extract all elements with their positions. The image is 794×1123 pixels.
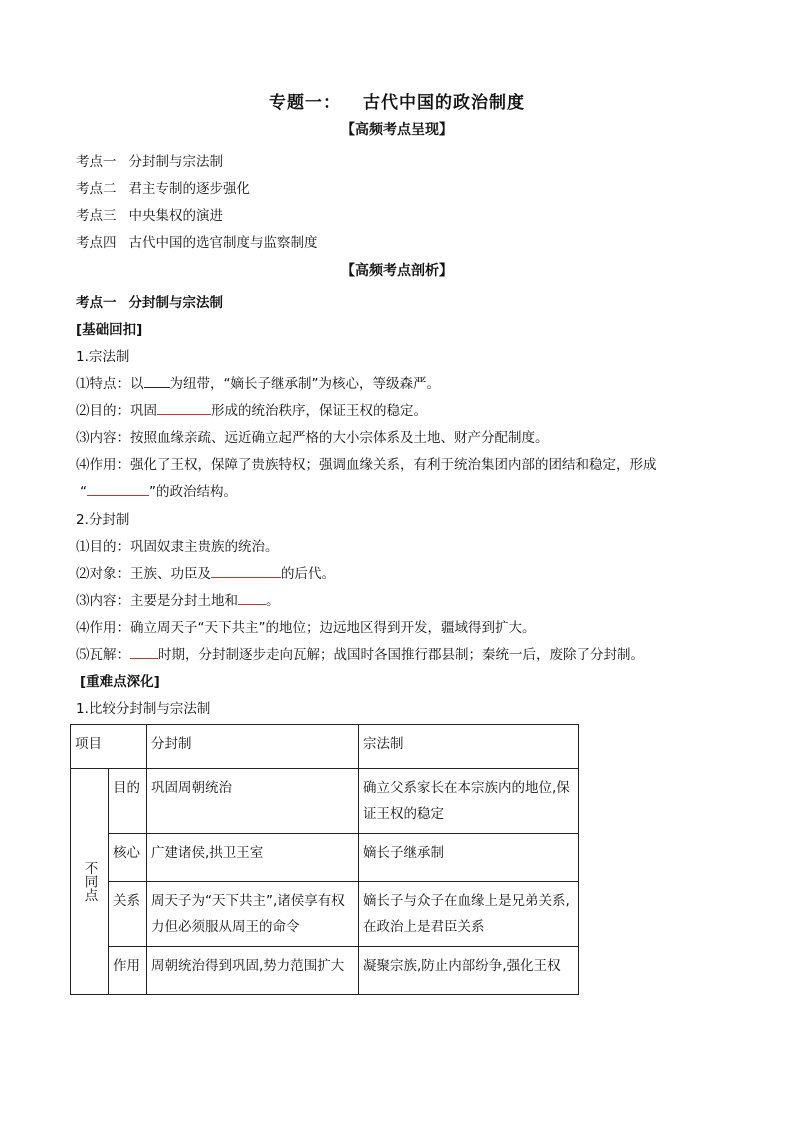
basics-label: [基础回扣] xyxy=(76,322,143,338)
toc-text: 中央集权的演进 xyxy=(128,208,223,224)
fill-blank[interactable] xyxy=(157,401,211,415)
fill-blank[interactable] xyxy=(144,374,170,388)
toc-num: 考点一 xyxy=(76,154,117,170)
header-cell-zongfa: 宗法制 xyxy=(359,725,579,769)
fenfeng-cell: 巩固周朝统治 xyxy=(147,769,359,834)
text-segment: ⑸瓦解： xyxy=(76,647,130,663)
fenfeng-line-4: ⑷作用：确立周天子“天下共主”的地位；边远地区得到开发，疆域得到扩大。 xyxy=(76,620,536,636)
fenfeng-heading: 2.分封制 xyxy=(76,512,130,528)
text-segment: “ xyxy=(80,484,87,500)
zongfa-cell: 嫡长子继承制 xyxy=(359,834,579,882)
table-row xyxy=(71,834,579,882)
toc-item xyxy=(76,177,250,197)
text-segment: 时期，分封制逐步走向瓦解；战国时各国推行郡县制；秦统一后，废除了分封制。 xyxy=(158,647,644,663)
zongfa-line-3: ⑶内容：按照血缘亲疏、远近确立起严格的大小宗体系及土地、财产分配制度。 xyxy=(76,430,549,446)
fenfeng-line-5 xyxy=(76,643,644,663)
section-heading-present: 【高频考点呈现】 xyxy=(341,122,453,138)
zongfa-cell: 确立父系家长在本宗族内的地位,保证王权的稳定 xyxy=(359,769,579,834)
text-segment: ⑴特点：以 xyxy=(76,376,144,392)
fill-blank[interactable] xyxy=(238,591,266,605)
aspect-cell: 作用 xyxy=(109,947,147,995)
zongfa-line-5 xyxy=(80,480,237,500)
zongfa-heading: 1.宗法制 xyxy=(76,349,130,365)
toc-num: 考点三 xyxy=(76,208,117,224)
point-title xyxy=(76,291,223,311)
fill-blank[interactable] xyxy=(130,645,158,659)
zongfa-line-2 xyxy=(76,399,427,419)
fill-blank[interactable] xyxy=(87,482,149,496)
group-label-cell: 不同点 xyxy=(71,769,109,995)
fenfeng-cell: 广建诸侯,拱卫王室 xyxy=(147,834,359,882)
table-row xyxy=(71,882,579,947)
table-header-row xyxy=(71,725,579,769)
table-row xyxy=(71,947,579,995)
toc-num: 考点二 xyxy=(76,181,117,197)
text-segment: 为纽带，“嫡长子继承制”为核心，等级森严。 xyxy=(169,376,440,392)
text-segment: 形成的统治秩序，保证王权的稳定。 xyxy=(211,403,427,419)
aspect-cell: 目的 xyxy=(109,769,147,834)
text-segment: ⑵目的：巩固 xyxy=(76,403,157,419)
toc-item xyxy=(76,231,318,251)
text-segment: ”的政治结构。 xyxy=(149,484,237,500)
table-row xyxy=(71,769,579,834)
title-main: 专题一： xyxy=(269,93,341,113)
fenfeng-cell: 周天子为“天下共主”,诸侯享有权力但必须服从周王的命令 xyxy=(147,882,359,947)
text-segment: ⑶内容：主要是分封土地和 xyxy=(76,593,238,609)
aspect-cell: 核心 xyxy=(109,834,147,882)
fenfeng-line-2 xyxy=(76,562,335,582)
header-cell-item: 项目 xyxy=(71,725,147,769)
deepen-label: [重难点深化] xyxy=(80,674,160,690)
zongfa-line-4: ⑷作用：强化了王权，保障了贵族特权；强调血缘关系，有利于统治集团内部的团结和稳定，形成 xyxy=(76,457,657,473)
header-cell-fenfeng: 分封制 xyxy=(147,725,359,769)
title-sub: 古代中国的政治制度 xyxy=(363,93,525,113)
aspect-cell: 关系 xyxy=(109,882,147,947)
fenfeng-line-3 xyxy=(76,589,280,609)
zongfa-line-1 xyxy=(76,372,440,392)
toc-text: 分封制与宗法制 xyxy=(128,154,223,170)
text-segment: 。 xyxy=(266,593,280,609)
point-text: 分封制与宗法制 xyxy=(128,295,223,311)
toc-item xyxy=(76,150,223,170)
fenfeng-line-1: ⑴目的：巩固奴隶主贵族的统治。 xyxy=(76,539,279,555)
toc-text: 君主专制的逐步强化 xyxy=(128,181,250,197)
compare-title: 1.比较分封制与宗法制 xyxy=(76,701,211,717)
fill-blank[interactable] xyxy=(211,564,281,578)
text-segment: ⑵对象：王族、功臣及 xyxy=(76,566,211,582)
page-title xyxy=(0,88,794,113)
section-heading-analysis: 【高频考点剖析】 xyxy=(341,263,453,279)
zongfa-cell: 嫡长子与众子在血缘上是兄弟关系,在政治上是君臣关系 xyxy=(359,882,579,947)
toc-item xyxy=(76,204,223,224)
text-segment: 的后代。 xyxy=(281,566,335,582)
zongfa-cell: 凝聚宗族,防止内部纷争,强化王权 xyxy=(359,947,579,995)
point-num: 考点一 xyxy=(76,295,117,311)
fenfeng-cell: 周朝统治得到巩固,势力范围扩大 xyxy=(147,947,359,995)
toc-num: 考点四 xyxy=(76,235,117,251)
toc-text: 古代中国的选官制度与监察制度 xyxy=(128,235,318,251)
comparison-table xyxy=(70,724,579,995)
